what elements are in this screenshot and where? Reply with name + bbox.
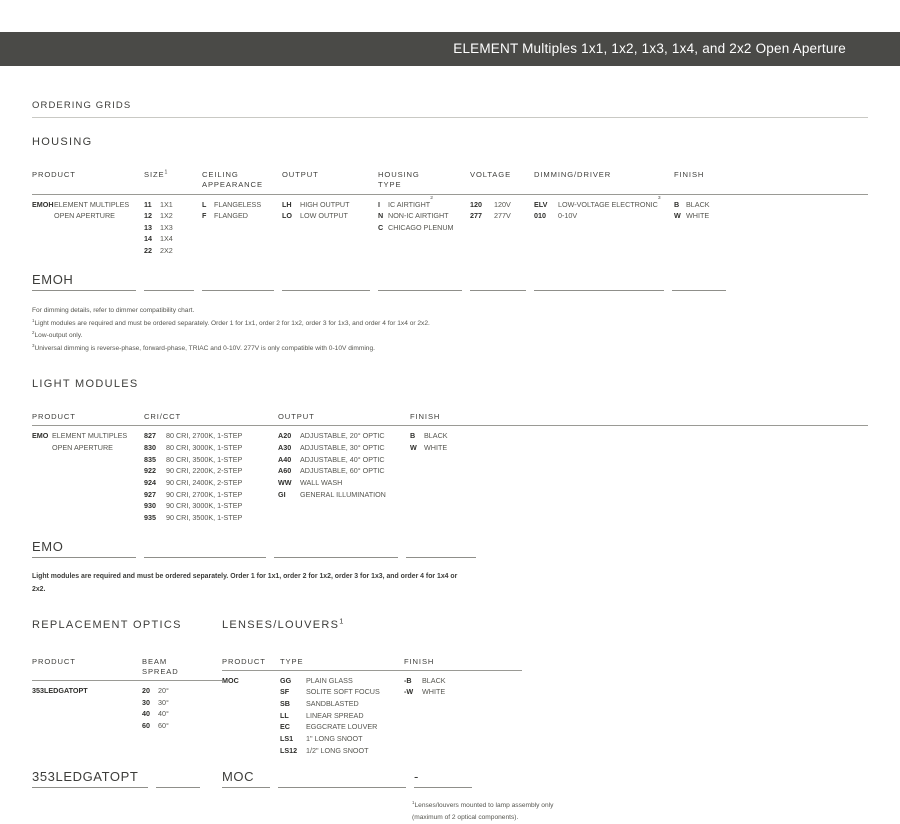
option-row: N NON-IC AIRTIGHT	[378, 211, 449, 221]
col-header-type: TYPE	[280, 656, 304, 666]
housing-col-ceiling-appearance	[202, 199, 282, 257]
option-row: SF SOLITE SOFT FOCUS	[280, 687, 380, 697]
col-header-dimming-driver: DIMMING/DRIVER	[534, 170, 612, 179]
housing-grid	[32, 170, 868, 257]
document-content	[32, 100, 868, 824]
option-row: EC EGGCRATE LOUVER	[280, 722, 378, 732]
housing-col-product	[32, 199, 144, 257]
housing-note-2: $^2$Low-output only.	[32, 330, 83, 340]
option-row: 830 80 CRI, 3000K, 1-STEP	[144, 443, 243, 453]
option-row: LH HIGH OUTPUT	[282, 199, 350, 209]
option-row: OPEN APERTURE	[54, 211, 115, 221]
ro-grid-body	[32, 681, 222, 732]
col-header-product: PRODUCT	[32, 170, 76, 179]
option-row: 13 1X3	[144, 222, 173, 232]
ro-col-beam-spread	[142, 685, 202, 732]
section-title-ordering-grids: ORDERING GRIDS	[32, 100, 132, 111]
order-blank-beam-spread[interactable]	[156, 768, 200, 788]
order-code-emo: EMO	[32, 539, 136, 558]
order-blank-output[interactable]	[282, 271, 370, 291]
option-row: 935 90 CRI, 3500K, 1-STEP	[144, 513, 243, 522]
light-modules-grid	[32, 412, 868, 524]
lm-col-cri-cct	[144, 430, 278, 523]
ll-grid-body	[222, 671, 522, 757]
option-row: 60 60°	[142, 721, 169, 731]
option-row: MOC	[222, 675, 239, 685]
order-code-emoh: EMOH	[32, 272, 136, 291]
light-modules-grid-body	[32, 426, 868, 523]
block-label-light-modules: LIGHT MODULES	[32, 378, 139, 391]
lenses-louvers-order-line	[222, 768, 522, 788]
option-row: 14 1X4	[144, 234, 173, 244]
order-blank-finish[interactable]	[672, 271, 726, 291]
option-row: OPEN APERTURE	[52, 443, 113, 453]
option-row: EMOH ELEMENT MULTIPLES	[32, 199, 130, 209]
order-code-moc: MOC	[222, 769, 270, 788]
ll-col-product	[222, 675, 280, 757]
block-label-housing: HOUSING	[32, 136, 93, 148]
replacement-optics-order	[32, 768, 222, 824]
order-blank-cri-cct[interactable]	[144, 538, 266, 558]
option-row: A30 ADJUSTABLE, 30° OPTIC	[278, 443, 385, 453]
option-row: 120 120V	[470, 199, 511, 209]
light-modules-order-line	[32, 538, 868, 558]
option-row: L FLANGELESS	[202, 199, 262, 209]
option-row: C CHICAGO PLENUM	[378, 222, 454, 232]
replacement-optics-section	[32, 619, 222, 757]
lm-col-output	[278, 430, 410, 523]
bottom-order-lines	[32, 768, 868, 824]
lm-col-finish	[410, 430, 490, 523]
option-row: 835 80 CRI, 3500K, 1-STEP	[144, 454, 243, 464]
order-blank-lm-output[interactable]	[274, 538, 398, 558]
order-blank-ll-type[interactable]	[278, 768, 406, 788]
option-row: B BLACK	[410, 431, 448, 441]
option-row: I IC AIRTIGHT 2	[378, 195, 433, 209]
option-row: LL LINEAR SPREAD	[280, 710, 364, 720]
col-header-finish: FINISH	[410, 412, 441, 422]
option-row: GI GENERAL ILLUMINATION	[278, 489, 386, 499]
option-row: 927 90 CRI, 2700K, 1-STEP	[144, 489, 243, 499]
option-row: 010 0-10V	[534, 211, 578, 221]
col-header-product: PRODUCT	[32, 412, 76, 422]
col-header-size: SIZE$^1$	[144, 169, 169, 179]
option-row: W WHITE	[674, 211, 710, 221]
block-label-lenses-louvers: LENSES/LOUVERS$^1$	[222, 615, 345, 631]
col-header-output: OUTPUT	[278, 412, 315, 422]
option-row: 930 90 CRI, 3000K, 1-STEP	[144, 501, 243, 511]
page-header-title: ELEMENT Multiples 1x1, 1x2, 1x3, 1x4, and 2x2 Open Aperture	[453, 41, 846, 56]
option-row: 922 90 CRI, 2200K, 2-STEP	[144, 466, 243, 476]
option-row: -B BLACK	[404, 675, 446, 685]
housing-col-housing-type	[378, 195, 470, 257]
option-row: 11 1X1	[144, 199, 173, 209]
order-blank-size[interactable]	[144, 271, 194, 291]
option-row: GG PLAIN GLASS	[280, 675, 353, 685]
lenses-louvers-order	[222, 768, 554, 824]
housing-col-voltage	[470, 199, 534, 257]
option-row: W WHITE	[410, 443, 448, 453]
housing-col-finish	[674, 199, 734, 257]
housing-note-3: $^3$Universal dimming is reverse-phase, forward-phase, TRIAC and 0-10V. 277V is only compatible with 0-10V dimming.	[32, 343, 375, 353]
ro-col-product	[32, 685, 142, 732]
col-header-ceiling-appearance: CEILING APPEARANCE	[202, 170, 263, 190]
option-row: ELV LOW-VOLTAGE ELECTRONIC 3	[534, 195, 661, 209]
lenses-louvers-footnote: $^1$Lenses/louvers mounted to lamp assembly only (maximum of 2 optical components).	[412, 800, 554, 822]
lenses-louvers-section	[222, 615, 522, 757]
housing-order-line	[32, 271, 868, 291]
option-row: 30 30°	[142, 697, 169, 707]
lm-col-product	[32, 430, 144, 523]
option-row: 40 40°	[142, 709, 169, 719]
option-row: WW WALL WASH	[278, 478, 343, 488]
housing-notes	[32, 305, 868, 356]
ro-grid-header	[32, 657, 222, 682]
light-modules-grid-header	[32, 412, 868, 426]
col-header-finish: FINISH	[674, 170, 705, 179]
option-row: LS1 1" LONG SNOOT	[280, 734, 363, 744]
option-row: 20 20°	[142, 686, 169, 696]
housing-col-size	[144, 199, 202, 257]
option-row: EMO ELEMENT MULTIPLES	[32, 431, 128, 441]
ll-col-finish	[404, 675, 474, 757]
ll-grid-header	[222, 657, 522, 671]
option-row: LS12 1/2" LONG SNOOT	[280, 745, 369, 755]
housing-note-1: $^1$Light modules are required and must be ordered separately. Order 1 for 1x1, order 2 for 1x2, order 3 for 1x3, and order 4 for 1x4 or 2x2.	[32, 317, 430, 327]
block-label-replacement-optics: REPLACEMENT OPTICS	[32, 618, 182, 631]
housing-grid-body	[32, 195, 868, 257]
option-row: F FLANGED	[202, 211, 248, 221]
bottom-sections	[32, 615, 868, 757]
col-header-product: PRODUCT	[32, 656, 76, 666]
option-row: SB SANDBLASTED	[280, 699, 359, 709]
housing-col-dimming-driver	[534, 195, 674, 257]
col-header-housing-type: HOUSING TYPE	[378, 170, 420, 190]
order-code-353ledgatopt: 353LEDGATOPT	[32, 769, 148, 788]
option-row: -W WHITE	[404, 687, 446, 697]
col-header-voltage: VOLTAGE	[470, 170, 512, 179]
option-row: 12 1X2	[144, 211, 173, 221]
option-row: A60 ADJUSTABLE, 60° OPTIC	[278, 466, 385, 476]
replacement-optics-order-line	[32, 768, 222, 788]
col-header-beam-spread: BEAM SPREAD	[142, 656, 179, 676]
order-blank-voltage[interactable]	[470, 271, 526, 291]
option-row: 277 277V	[470, 211, 511, 221]
option-row: 827 80 CRI, 2700K, 1-STEP	[144, 431, 243, 441]
order-blank-ceiling[interactable]	[202, 271, 274, 291]
col-header-cri-cct: CRI/CCT	[144, 412, 182, 422]
light-modules-note: Light modules are required and must be ordered separately. Order 1 for 1x1, order 2 for 1x2, order 3 for 1x3, and order 4 for 1x4 or 2x2.	[32, 572, 458, 594]
housing-grid-header	[32, 170, 868, 195]
replacement-optics-grid	[32, 657, 222, 732]
order-blank-lm-finish[interactable]	[406, 538, 476, 558]
lenses-louvers-grid	[222, 657, 522, 757]
col-header-output: OUTPUT	[282, 170, 319, 179]
ll-col-type	[280, 675, 404, 757]
option-row: A20 ADJUSTABLE, 20° OPTIC	[278, 431, 385, 441]
option-row: A40 ADJUSTABLE, 40° OPTIC	[278, 454, 385, 464]
housing-note-0: For dimming details, refer to dimmer compatibility chart.	[32, 306, 195, 314]
option-row: 353LEDGATOPT	[32, 686, 88, 696]
order-blank-ll-finish[interactable]	[430, 768, 472, 788]
option-row: LO LOW OUTPUT	[282, 211, 348, 221]
housing-col-output	[282, 199, 378, 257]
order-suffix-dash: -	[414, 769, 430, 788]
order-blank-housing-type[interactable]	[378, 271, 462, 291]
option-row: B BLACK	[674, 199, 710, 209]
order-blank-dimming[interactable]	[534, 271, 664, 291]
option-row: 924 90 CRI, 2400K, 2-STEP	[144, 478, 243, 488]
col-header-product: PRODUCT	[222, 656, 266, 666]
divider-under-section-title	[32, 117, 868, 118]
option-row: 22 2X2	[144, 246, 173, 256]
col-header-finish: FINISH	[404, 656, 435, 666]
